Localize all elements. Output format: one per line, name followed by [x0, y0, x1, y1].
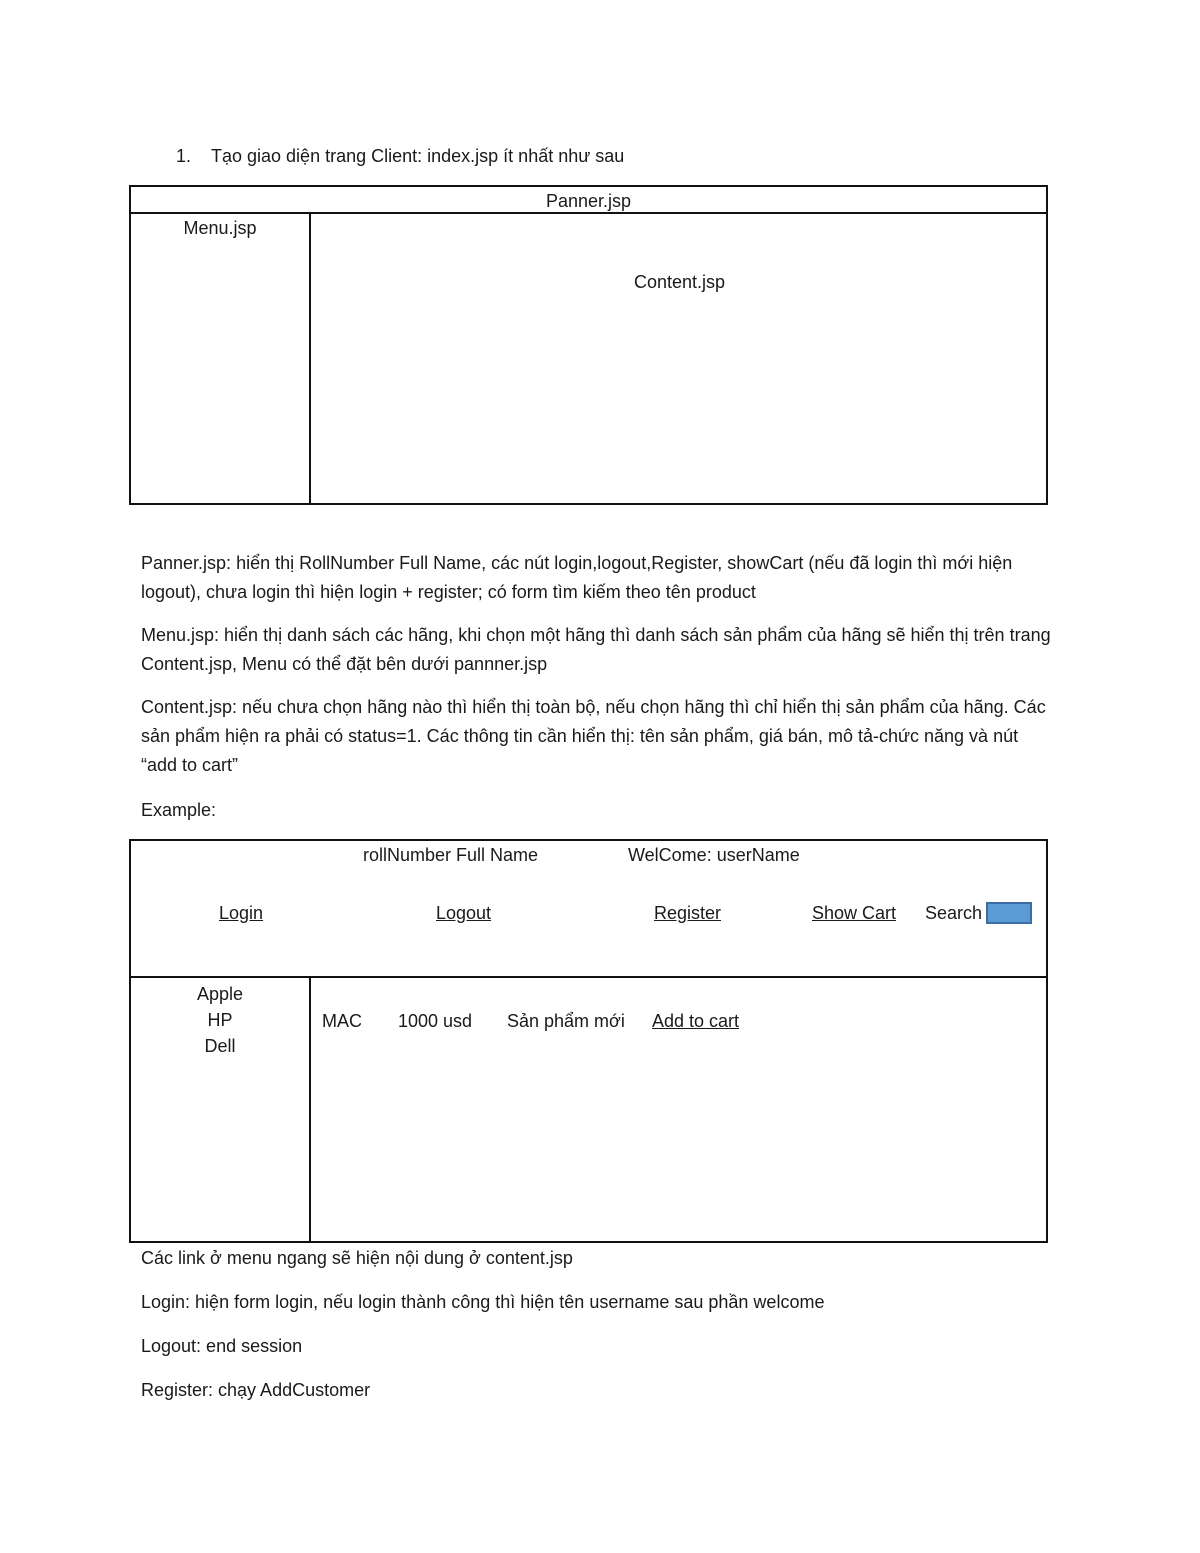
register-link[interactable]: Register [654, 903, 722, 923]
diagram-banner-label: Panner.jsp [545, 191, 632, 211]
note-logout: Logout: end session [141, 1336, 303, 1356]
login-link[interactable]: Login [219, 903, 264, 923]
note-menu-links: Các link ở menu ngang sẽ hiện nội dung ở content.jsp [141, 1248, 573, 1268]
diagram-content-label: Content.jsp [633, 272, 726, 292]
note-register: Register: chạy AddCustomer [141, 1380, 371, 1400]
menu-description: Menu.jsp: hiển thị danh sách các hãng, khi chọn một hãng thì danh sách sản phẩm của hãng sẽ hiển thị trên trang Content.jsp, Menu có thể đặt bên dưới pannner.jsp [141, 625, 1051, 674]
diagram-divider-vertical [309, 212, 311, 505]
heading-number: 1. [176, 146, 192, 166]
product-price: 1000 usd [398, 1011, 473, 1031]
add-to-cart-link[interactable]: Add to cart [652, 1011, 740, 1031]
brand-item-hp[interactable]: HP [207, 1010, 233, 1030]
note-login: Login: hiện form login, nếu login thành công thì hiện tên username sau phần welcome [141, 1292, 825, 1312]
search-label: Search [925, 903, 983, 923]
logout-link[interactable]: Logout [436, 903, 492, 923]
panner-description: Panner.jsp: hiển thị RollNumber Full Name, các nút login,logout,Register, showCart (nếu đã login thì mới hiện logout), chưa login thì hiện login + register; có form tìm kiếm theo tên product [141, 553, 1013, 602]
diagram-divider-horizontal [129, 212, 1048, 214]
roll-number-full-name: rollNumber Full Name [363, 845, 539, 865]
welcome-username: WelCome: userName [628, 845, 800, 865]
example-divider-horizontal [129, 976, 1048, 978]
content-description: Content.jsp: nếu chưa chọn hãng nào thì hiển thị toàn bộ, nếu chọn hãng thì chỉ hiển thị sản phẩm của hãng. Các sản phẩm hiện ra phải có status=1. Các thông tin cần hiển thị: tên sản phẩm, giá bán, mô tả-chức năng và nút “add to cart” [141, 697, 1046, 775]
show-cart-link[interactable]: Show Cart [812, 903, 897, 923]
diagram-menu-label: Menu.jsp [183, 218, 257, 238]
brand-item-apple[interactable]: Apple [196, 984, 244, 1004]
example-label: Example: [141, 800, 217, 820]
page-heading: Tạo giao diện trang Client: index.jsp ít nhất như sau [211, 146, 625, 166]
search-input[interactable] [986, 902, 1032, 924]
brand-item-dell[interactable]: Dell [204, 1036, 236, 1056]
product-description: Sản phẩm mới [507, 1011, 625, 1031]
product-name: MAC [322, 1011, 362, 1031]
